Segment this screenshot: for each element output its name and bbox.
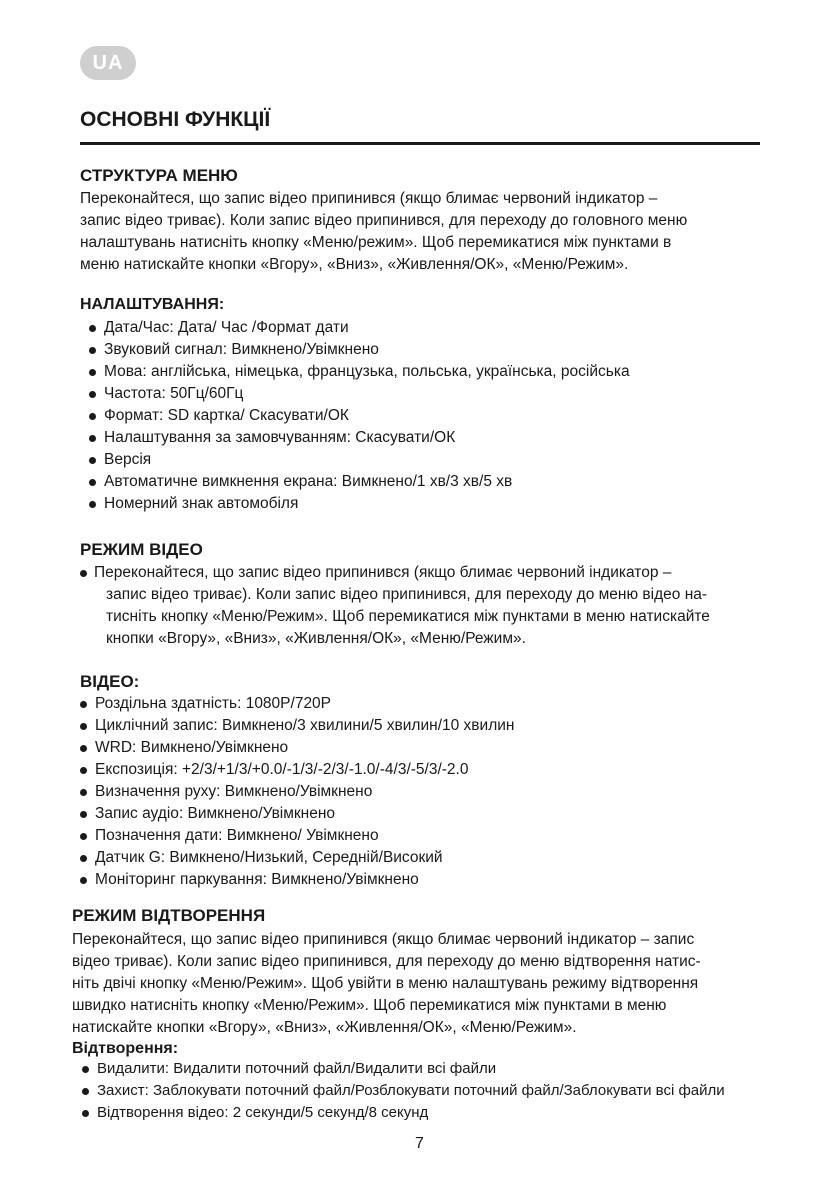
- menu-structure-text: [80, 188, 687, 276]
- bullet-icon: [80, 701, 87, 708]
- video-heading: ВІДЕО:: [80, 672, 140, 691]
- settings-list: [89, 317, 630, 515]
- bullet-icon: [80, 767, 87, 774]
- bullet-icon: [89, 347, 96, 354]
- text-line: Переконайтеся, що запис відео припинився (якщо блимає червоний індикатор –: [94, 564, 672, 581]
- list-item: Експозиція: +2/3/+1/3/+0.0/-1/3/-2/3/-1.0/-4/3/-5/3/-2.0: [80, 759, 514, 781]
- list-item: Формат: SD картка/ Скасувати/ОК: [89, 405, 630, 427]
- list-item: Циклічний запис: Вимкнено/3 хвилини/5 хвилин/10 хвилин: [80, 715, 514, 737]
- list-item: Номерний знак автомобіля: [89, 493, 630, 515]
- bullet-icon: [80, 745, 87, 752]
- page-number: 7: [415, 1135, 424, 1152]
- playback-mode-text: [72, 929, 701, 1039]
- list-item: Мова: англійська, німецька, французька, польська, українська, російська: [89, 361, 630, 383]
- text-line: налаштувань натисніть кнопку «Меню/режим». Щоб перемикатися між пунктами в: [80, 234, 672, 251]
- text-line: меню натискайте кнопки «Вгору», «Вниз», «Живлення/ОК», «Меню/Режим».: [80, 256, 629, 273]
- list-item: Запис аудіо: Вимкнено/Увімкнено: [80, 803, 514, 825]
- list-item: Відтворення відео: 2 секунди/5 секунд/8 секунд: [82, 1102, 725, 1124]
- bullet-icon: [82, 1088, 89, 1095]
- settings-heading: НАЛАШТУВАННЯ:: [80, 296, 225, 313]
- bullet-icon: [82, 1110, 89, 1117]
- list-item: Частота: 50Гц/60Гц: [89, 383, 630, 405]
- text-line: швидко натисніть кнопку «Меню/Режим». Щоб перемикатися між пунктами в меню: [72, 997, 667, 1014]
- page-title: ОСНОВНІ ФУНКЦІЇ: [80, 108, 271, 131]
- bullet-icon: [89, 391, 96, 398]
- list-item: Дата/Час: Дата/ Час /Формат дати: [89, 317, 630, 339]
- bullet-icon: [89, 325, 96, 332]
- bullet-icon: [80, 855, 87, 862]
- bullet-icon: [89, 369, 96, 376]
- text-line: кнопки «Вгору», «Вниз», «Живлення/ОК», «Меню/Режим».: [106, 630, 526, 647]
- list-item: Версія: [89, 449, 630, 471]
- bullet-icon: [89, 413, 96, 420]
- playback-mode-heading: РЕЖИМ ВІДТВОРЕННЯ: [72, 906, 266, 925]
- list-item: Налаштування за замовчуванням: Скасувати/ОК: [89, 427, 630, 449]
- menu-structure-heading: СТРУКТУРА МЕНЮ: [80, 166, 238, 185]
- video-list: [80, 693, 514, 891]
- list-item: Моніторинг паркування: Вимкнено/Увімкнено: [80, 869, 514, 891]
- bullet-icon: [89, 457, 96, 464]
- list-item: Видалити: Видалити поточний файл/Видалити всі файли: [82, 1058, 725, 1080]
- bullet-icon: [89, 501, 96, 508]
- list-item: WRD: Вимкнено/Увімкнено: [80, 737, 514, 759]
- video-mode-text: [94, 562, 710, 650]
- bullet-icon: [80, 877, 87, 884]
- bullet-icon: [82, 1066, 89, 1073]
- list-item: Звуковий сигнал: Вимкнено/Увімкнено: [89, 339, 630, 361]
- playback-list: [82, 1058, 725, 1124]
- text-line: натискайте кнопки «Вгору», «Вниз», «Живлення/ОК», «Меню/Режим».: [72, 1019, 577, 1036]
- list-item: Автоматичне вимкнення екрана: Вимкнено/1 хв/3 хв/5 хв: [89, 471, 630, 493]
- list-item: Позначення дати: Вимкнено/ Увімкнено: [80, 825, 514, 847]
- bullet-icon: [80, 570, 87, 577]
- video-mode-heading: РЕЖИМ ВІДЕО: [80, 540, 203, 559]
- bullet-icon: [80, 833, 87, 840]
- bullet-icon: [80, 723, 87, 730]
- bullet-icon: [80, 789, 87, 796]
- list-item: Визначення руху: Вимкнено/Увімкнено: [80, 781, 514, 803]
- language-badge: UA: [80, 46, 136, 80]
- text-line: Переконайтеся, що запис відео припинився (якщо блимає червоний індикатор – запис: [72, 931, 695, 948]
- bullet-icon: [89, 479, 96, 486]
- text-line: ніть двічі кнопку «Меню/Режим». Щоб увійти в меню налаштувань режиму відтворення: [72, 975, 699, 992]
- list-item: Роздільна здатність: 1080P/720P: [80, 693, 514, 715]
- playback-heading: Відтворення:: [72, 1040, 179, 1057]
- text-line: відео триває). Коли запис відео припинився, для переходу до меню відтворення натис-: [72, 953, 701, 970]
- list-item: Захист: Заблокувати поточний файл/Розблокувати поточний файл/Заблокувати всі файли: [82, 1080, 725, 1102]
- text-line: Переконайтеся, що запис відео припинився (якщо блимає червоний індикатор –: [80, 190, 658, 207]
- text-line: запис відео триває). Коли запис відео припинився, для переходу до головного меню: [80, 212, 688, 229]
- list-item: Датчик G: Вимкнено/Низький, Середній/Високий: [80, 847, 514, 869]
- title-divider: [80, 142, 760, 145]
- bullet-icon: [89, 435, 96, 442]
- text-line: запис відео триває). Коли запис відео припинився, для переходу до меню відео на-: [106, 586, 708, 603]
- bullet-icon: [80, 811, 87, 818]
- text-line: тисніть кнопку «Меню/Режим». Щоб перемикатися між пунктами в меню натискайте: [106, 608, 710, 625]
